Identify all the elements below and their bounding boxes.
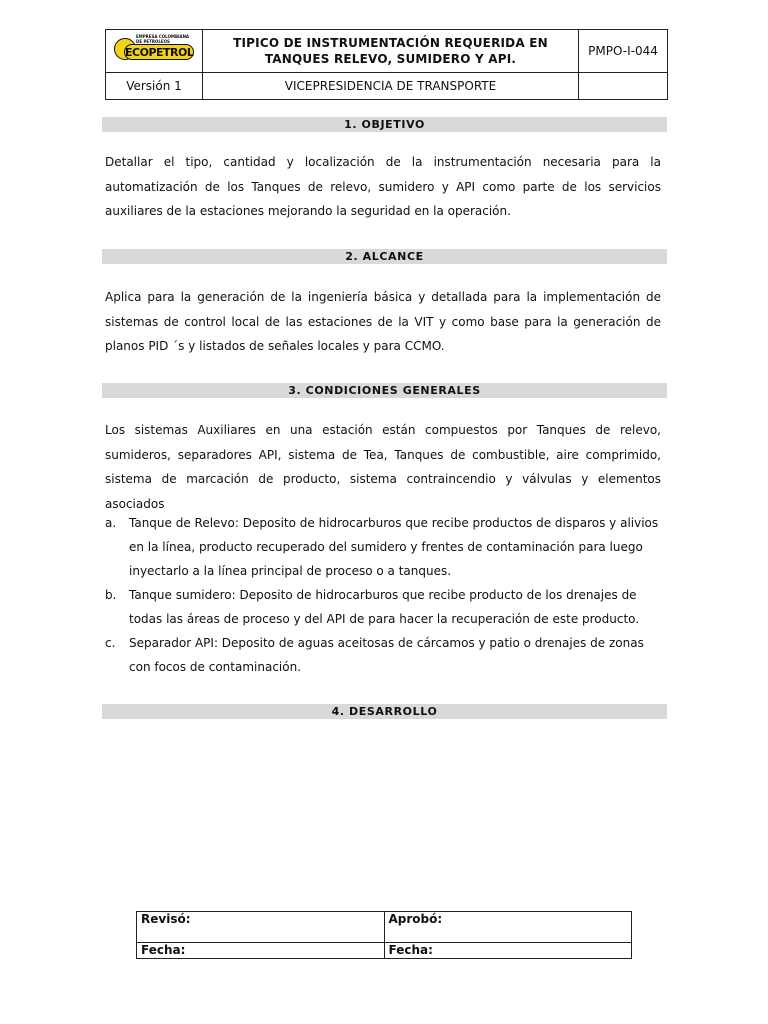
list-marker: a.: [105, 516, 117, 530]
list-item-text: Separador API: Deposito de aguas aceitosas de cárcamos y patio o drenajes de zonas con focos de contaminación.: [129, 636, 644, 674]
aprobo-field: Aprobó:: [384, 912, 632, 943]
auxiliary-systems-list: [105, 511, 661, 679]
section-heading-alcance: 2. ALCANCE: [102, 249, 667, 264]
fecha-right-field: Fecha:: [384, 943, 632, 959]
empty-cell: [579, 73, 668, 100]
condiciones-text: Los sistemas Auxiliares en una estación están compuestos por Tanques de relevo, sumideros, separadores API, sistema de Tea, Tanques de combustible, aire comprimido, sistema de marcación de producto, sistema contraincendio y válvulas y elementos asociados: [105, 423, 661, 511]
logo-wordmark: ECOPETROL: [125, 46, 194, 59]
title-line-2: TANQUES RELEVO, SUMIDERO Y API.: [264, 52, 517, 66]
objetivo-text: Detallar el tipo, cantidad y localización de la instrumentación necesaria para la automatización de los Tanques de relevo, sumidero y API como parte de los servicios auxiliares de la estaciones mejorando la seguridad en la operación.: [105, 155, 661, 218]
document-code: PMPO-I-044: [579, 30, 668, 73]
document-version: Versión 1: [106, 73, 203, 100]
list-marker: c.: [105, 636, 116, 650]
logo-cell: [106, 30, 203, 73]
fecha-left-field: Fecha:: [137, 943, 385, 959]
title-line-1: TIPICO DE INSTRUMENTACIÓN REQUERIDA EN: [233, 36, 548, 50]
signature-table: [136, 911, 632, 959]
department: VICEPRESIDENCIA DE TRANSPORTE: [203, 73, 579, 100]
logo-top-text: EMPRESA COLOMBIANA DE PETROLEOS: [136, 34, 190, 44]
list-item: [105, 583, 661, 631]
alcance-text: Aplica para la generación de la ingeniería básica y detallada para la implementación de sistemas de control local de las estaciones de la VIT y como base para la generación de planos PID ´s y listados de señales locales y para CCMO.: [105, 290, 661, 353]
list-marker: b.: [105, 588, 117, 602]
list-item-text: Tanque sumidero: Deposito de hidrocarburos que recibe producto de los drenajes de todas las áreas de proceso y del API de para hacer la recuperación de este producto.: [129, 588, 640, 626]
document-header: [105, 29, 668, 100]
list-item-text: Tanque de Relevo: Deposito de hidrocarburos que recibe productos de disparos y alivios en la línea, producto recuperado del sumidero y frentes de contaminación para luego inyectarlo a la línea principal de proceso o a tanques.: [129, 516, 659, 578]
section-heading-condiciones: 3. CONDICIONES GENERALES: [102, 383, 667, 398]
ecopetrol-logo: [114, 34, 194, 64]
reviso-field: Revisó:: [137, 912, 385, 943]
list-item: [105, 511, 661, 583]
document-title: [203, 30, 579, 73]
list-item: [105, 631, 661, 679]
section-heading-objetivo: 1. OBJETIVO: [102, 117, 667, 132]
section-heading-desarrollo: 4. DESARROLLO: [102, 704, 667, 719]
